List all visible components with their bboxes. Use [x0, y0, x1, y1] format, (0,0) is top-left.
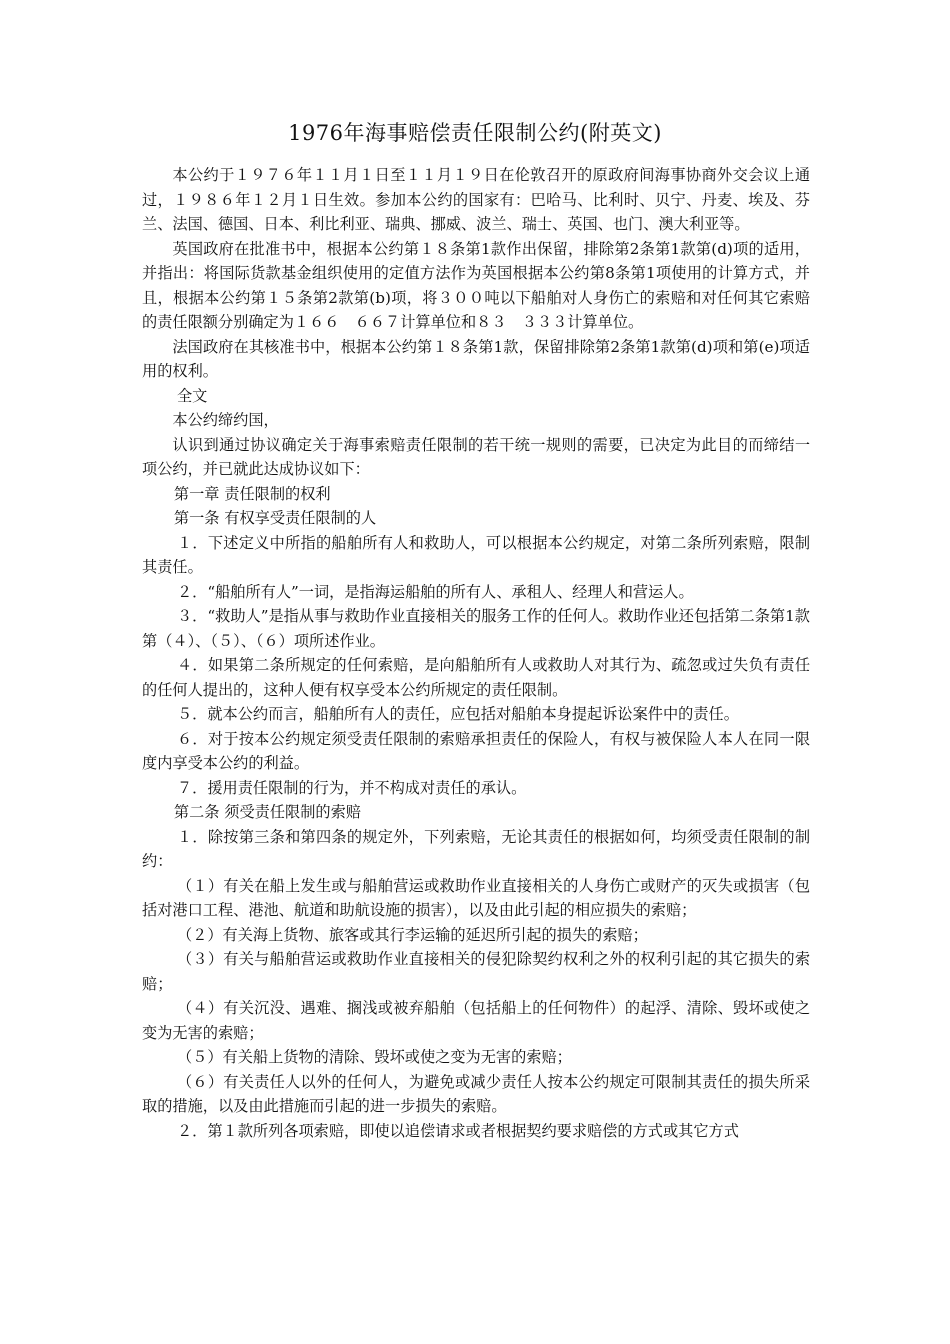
claim-item: （１）有关在船上发生或与船舶营运或救助作业直接相关的人身伤亡或财产的灭失或损害（包括对港口工程、港池、航道和助航设施的损害），以及由此引起的相应损失的索赔；	[142, 876, 810, 919]
chapter-heading: 第一章 责任限制的权利	[173, 484, 331, 503]
article-paragraph: １．下述定义中所指的船舶所有人和救助人，可以根据本公约规定，对第二条所列索赔，限制其责任。	[142, 533, 810, 576]
claim-item: （５）有关船上货物的清除、毁坏或使之变为无害的索赔；	[176, 1048, 572, 1066]
document-title: 1976年海事赔偿责任限制公约(附英文)	[288, 121, 662, 145]
intro-paragraph: 本公约于１９７６年１１月１日至１１月１９日在伦敦召开的原政府间海事协商外交会议上通过，１９８６年１２月１日生效。参加本公约的国家有：巴哈马、比利时、贝宁、丹麦、埃及、芬兰、法国、德国、日本、利比利亚、瑞典、挪威、波兰、瑞士、英国、也门、澳大利亚等。	[142, 166, 810, 233]
france-reservation-paragraph: 法国政府在其核准书中，根据本公约第１８条第1款，保留排除第2条第1款第(d)项和第(e)项适用的权利。	[142, 337, 810, 380]
article-heading: 第一条 有权享受责任限制的人	[173, 509, 377, 527]
claim-item: （２）有关海上货物、旅客或其行李运输的延迟所引起的损失的索赔；	[176, 925, 648, 944]
article-paragraph: ３．“救助人”是指从事与救助作业直接相关的服务工作的任何人。救助作业还包括第二条第1款第（４）、（５）、（６）项所述作业。	[142, 607, 810, 650]
document-body	[142, 163, 810, 1143]
preamble-parties: 本公约缔约国，	[172, 411, 279, 429]
article-paragraph: ６．对于按本公约规定须受责任限制的索赔承担责任的保险人，有权与被保险人本人在同一限度内享受本公约的利益。	[142, 729, 810, 772]
article-paragraph: ２．第１款所列各项索赔，即使以追偿请求或者根据契约要求赔偿的方式或其它方式	[176, 1121, 739, 1140]
full-text-label: 全文	[176, 386, 208, 405]
claim-item: （３）有关与船舶营运或救助作业直接相关的侵犯除契约权利之外的权利引起的其它损失的索赔；	[142, 950, 810, 993]
article-paragraph: １．除按第三条和第四条的规定外，下列索赔，无论其责任的根据如何，均须受责任限制的制约：	[142, 827, 810, 870]
claim-item: （６）有关责任人以外的任何人，为避免或减少责任人按本公约规定可限制其责任的损失所采取的措施，以及由此措施而引起的进一步损失的索赔。	[142, 1072, 810, 1115]
preamble-agreement: 认识到通过协议确定关于海事索赔责任限制的若干统一规则的需要，已决定为此目的而缔结一项公约，并已就此达成协议如下：	[142, 435, 810, 478]
claim-item: （４）有关沉没、遇难、搁浅或被弃船舶（包括船上的任何物件）的起浮、清除、毁坏或使之变为无害的索赔；	[142, 999, 810, 1042]
article-paragraph: ２．“船舶所有人”一词，是指海运船舶的所有人、承租人、经理人和营运人。	[176, 582, 694, 601]
article-heading: 第二条 须受责任限制的索赔	[173, 803, 361, 821]
article-paragraph: ４．如果第二条所规定的任何索赔，是向船舶所有人或救助人对其行为、疏忽或过失负有责任的任何人提出的，这种人便有权享受本公约所规定的责任限制。	[142, 656, 810, 699]
article-paragraph: ５．就本公约而言，船舶所有人的责任，应包括对船舶本身提起诉讼案件中的责任。	[176, 705, 739, 723]
uk-reservation-paragraph: 英国政府在批准书中，根据本公约第１８条第1款作出保留，排除第2条第1款第(d)项的适用，并指出：将国际货款基金组织使用的定值方法作为英国根据本公约第8条第1项使用的计算方式，并且，根据本公约第１５条第2款第(b)项，将３００吨以下船舶对人身伤亡的索赔和对任何其它索赔的责任限额分别确定为１６６ ６６７计算单位和８３ ３３３计算单位。	[142, 239, 810, 331]
article-paragraph: ７．援用责任限制的行为，并不构成对责任的承认。	[176, 778, 527, 797]
